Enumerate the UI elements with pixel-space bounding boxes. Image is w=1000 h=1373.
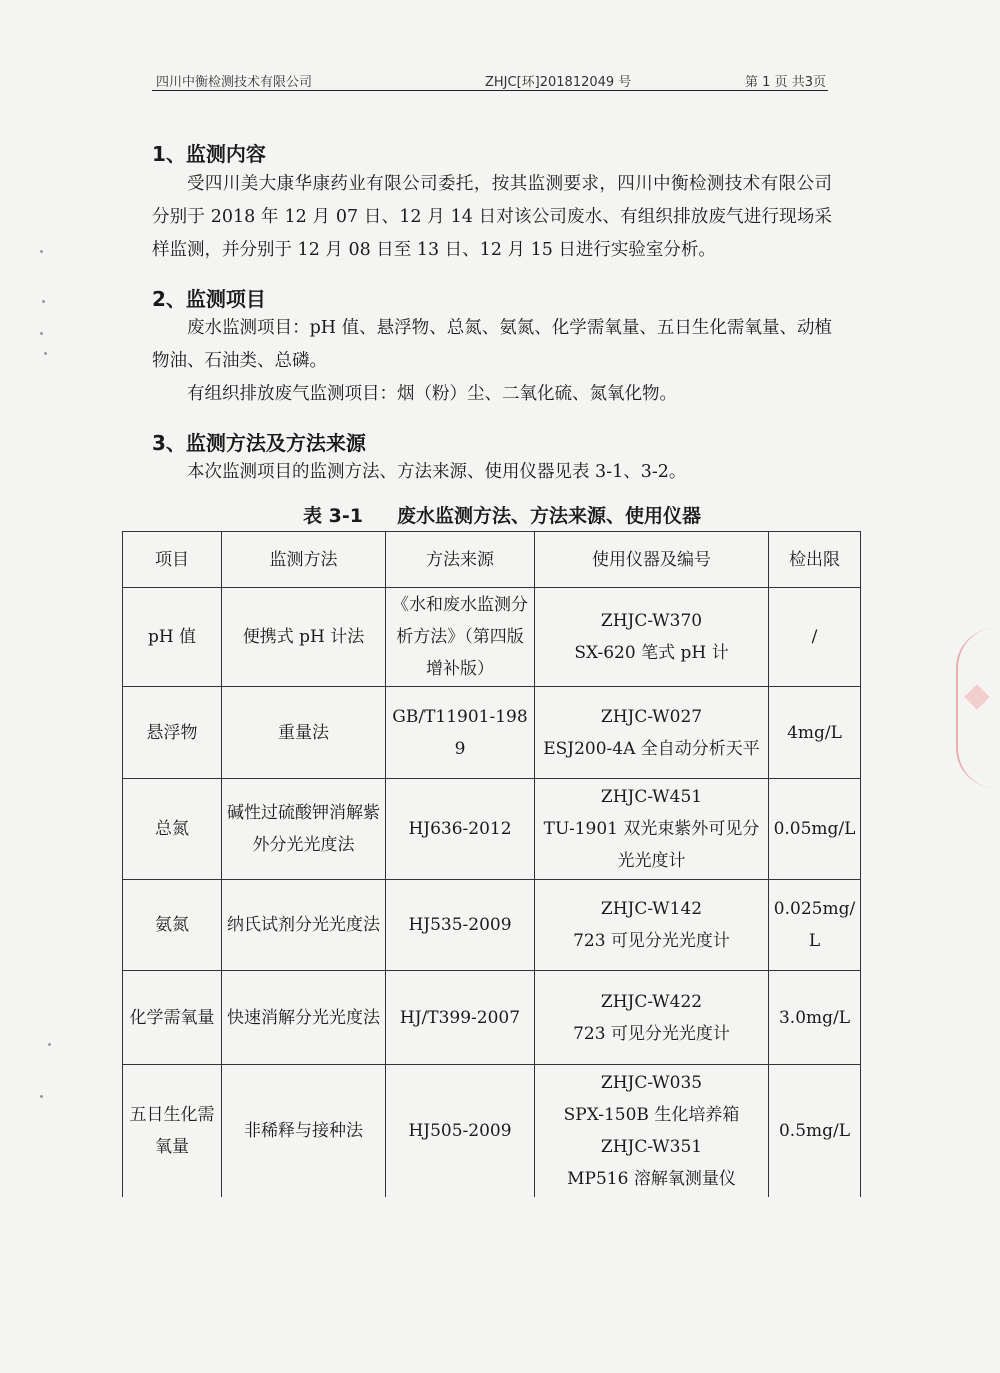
instrument-line: ZHJC-W451 xyxy=(600,787,703,807)
cell-instrument xyxy=(535,880,769,971)
section-2-wastewater: 废水监测项目：pH 值、悬浮物、总氮、氨氮、化学需氧量、五日生化需氧量、动植物油、石油类、总磷。 xyxy=(152,318,832,371)
instrument-line: ZHJC-W142 xyxy=(600,899,703,919)
cell-limit: 0.5mg/L xyxy=(769,1065,861,1197)
instrument-line: ZHJC-W351 xyxy=(600,1136,703,1157)
header-item: 项目 xyxy=(123,532,222,588)
cell-source: HJ/T399-2007 xyxy=(386,971,535,1065)
scan-speck xyxy=(44,352,47,355)
table-caption-title: 废水监测方法、方法来源、使用仪器 xyxy=(396,505,701,527)
instrument-line: 723 可见分光光度计 xyxy=(573,1023,730,1044)
table-row xyxy=(123,880,861,971)
header-source: 方法来源 xyxy=(386,532,535,588)
table-row xyxy=(123,971,861,1065)
section-1-body: 受四川美大康华康药业有限公司委托，按其监测要求，四川中衡检测技术有限公司分别于 2018 年 12 月 07 日、12 月 14 日对该公司废水、有组织排放废气进行现场采样监测，并分别于 12 月 08 日至 13 日、12 月 15 日进行实验室分析。 xyxy=(152,174,832,260)
page-header xyxy=(152,68,828,91)
cell-source: 《水和废水监测分析方法》（第四版增补版） xyxy=(386,588,535,687)
cell-instrument xyxy=(535,1065,769,1197)
header-page-number: 第 1 页 共3页 xyxy=(745,75,826,90)
cell-source: HJ505-2009 xyxy=(386,1065,535,1197)
cell-instrument xyxy=(535,971,769,1065)
section-3-title: 3、监测方法及方法来源 xyxy=(152,431,366,455)
table-row xyxy=(123,779,861,880)
table-header-row xyxy=(123,532,861,588)
cell-method: 便携式 pH 计法 xyxy=(222,588,386,687)
instrument-line: ZHJC-W035 xyxy=(600,1072,703,1093)
table-row xyxy=(123,588,861,687)
cell-limit: / xyxy=(769,588,861,687)
scan-speck xyxy=(40,332,43,335)
instrument-line: MP516 溶解氧测量仪 xyxy=(567,1168,736,1189)
cell-item: 总氮 xyxy=(123,779,222,880)
cell-method: 快速消解分光光度法 xyxy=(222,971,386,1065)
cell-instrument xyxy=(535,687,769,779)
cell-method: 碱性过硫酸钾消解紫外分光光度法 xyxy=(222,779,386,880)
instrument-line: ZHJC-W422 xyxy=(600,991,703,1012)
cell-limit: 0.025mg/L xyxy=(769,880,861,971)
section-2-gas: 有组织排放废气监测项目：烟（粉）尘、二氧化硫、氮氧化物。 xyxy=(187,384,677,404)
cell-limit: 4mg/L xyxy=(769,687,861,779)
instrument-line: TU-1901 双光束紫外可见分光光度计 xyxy=(543,819,760,871)
instrument-line: ZHJC-W027 xyxy=(600,706,703,727)
cell-source: HJ535-2009 xyxy=(386,880,535,971)
instrument-line: SX-620 笔式 pH 计 xyxy=(574,643,729,663)
header-limit: 检出限 xyxy=(769,532,861,588)
section-2-title: 2、监测项目 xyxy=(152,287,266,311)
cell-item: 悬浮物 xyxy=(123,687,222,779)
scan-speck xyxy=(42,300,45,303)
table-row xyxy=(123,1065,861,1197)
table-caption xyxy=(152,501,852,528)
cell-method: 重量法 xyxy=(222,687,386,779)
instrument-line: ZHJC-W370 xyxy=(600,611,703,631)
red-seal-stamp-edge xyxy=(956,628,1000,788)
scan-speck xyxy=(48,1043,51,1046)
instrument-line: 723 可见分光光度计 xyxy=(573,931,730,951)
table-row xyxy=(123,687,861,779)
cell-instrument xyxy=(535,588,769,687)
methods-table xyxy=(122,531,861,1197)
scan-speck xyxy=(40,1095,43,1098)
table-caption-number: 表 3-1 xyxy=(303,505,363,527)
cell-method: 非稀释与接种法 xyxy=(222,1065,386,1197)
cell-item: 五日生化需氧量 xyxy=(123,1065,222,1197)
cell-item: pH 值 xyxy=(123,588,222,687)
header-method: 监测方法 xyxy=(222,532,386,588)
instrument-line: SPX-150B 生化培养箱 xyxy=(563,1104,740,1125)
section-1-title: 1、监测内容 xyxy=(152,142,266,166)
cell-item: 化学需氧量 xyxy=(123,971,222,1065)
cell-source: GB/T11901-1989 xyxy=(386,687,535,779)
cell-limit: 0.05mg/L xyxy=(769,779,861,880)
cell-limit: 3.0mg/L xyxy=(769,971,861,1065)
header-instrument: 使用仪器及编号 xyxy=(535,532,769,588)
scan-speck xyxy=(40,250,43,253)
cell-item: 氨氮 xyxy=(123,880,222,971)
header-report-number: ZHJC[环]201812049 号 xyxy=(485,75,632,90)
cell-instrument xyxy=(535,779,769,880)
cell-source: HJ636-2012 xyxy=(386,779,535,880)
header-company: 四川中衡检测技术有限公司 xyxy=(156,75,313,90)
instrument-line: ESJ200-4A 全自动分析天平 xyxy=(543,738,760,759)
cell-method: 纳氏试剂分光光度法 xyxy=(222,880,386,971)
section-3-body: 本次监测项目的监测方法、方法来源、使用仪器见表 3-1、3-2。 xyxy=(187,462,687,482)
